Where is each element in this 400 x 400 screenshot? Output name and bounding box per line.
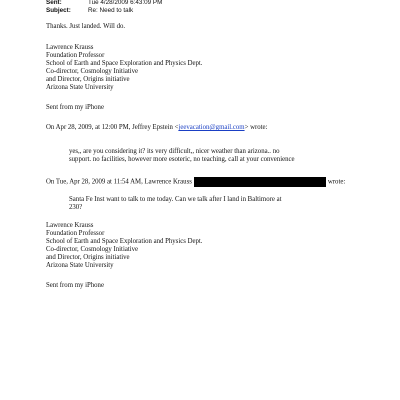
signature2-title: Foundation Professor [46,230,105,237]
sent-value: Tue 4/28/2009 6:43:09 PM [88,0,163,6]
signature1-title: Foundation Professor [46,52,105,59]
signature1-dept: School of Earth and Space Exploration and Physics Dept. [46,60,203,67]
signature2-name: Lawrence Krauss [46,222,94,229]
quote1-prefix: On Apr 28, 2009, at 12:00 PM, Jeffrey Epstein < [46,124,179,131]
quote2-line1: Santa Fe Inst want to talk to me today. Can we talk after I land in Baltimore at [69,196,282,203]
quote1-line2: support. no facilities, however more esoteric, no teaching, call at your convenience [69,156,295,163]
signature1-role2: and Director, Origins initiative [46,76,130,83]
signature2-role2: and Director, Origins initiative [46,254,130,261]
quote2-attribution [46,177,345,187]
quote1-suffix: > wrote: [244,124,268,131]
quote2-prefix: On Tue, Apr 28, 2009 at 11:54 AM, Lawrence Krauss [46,178,192,186]
signature2-role1: Co-director, Cosmology Initiative [46,246,139,253]
signature2-dept: School of Earth and Space Exploration and Physics Dept. [46,238,203,245]
sent-label: Sent: [46,0,62,6]
subject-value: Re: Need to talk [88,7,134,14]
quote1-email-link[interactable]: jeevacation@gmail.com [178,124,245,131]
reply-body: Thanks. Just landed. Will do. [46,23,126,30]
signature1-role1: Co-director, Cosmology Initiative [46,68,139,75]
quote2-suffix: wrote: [327,178,346,186]
quote1-attribution [46,124,267,132]
signature2-sent-from: Sent from my iPhone [46,282,104,289]
signature1-university: Arizona State University [46,84,114,91]
redaction-box [194,177,326,187]
sent-row [46,0,162,6]
quote2-line2: 230? [69,204,83,211]
signature1-name: Lawrence Krauss [46,44,94,51]
subject-row [46,7,133,14]
signature2-university: Arizona State University [46,262,114,269]
signature1-sent-from: Sent from my iPhone [46,104,104,111]
quote1-line1: yes,, are you considering it? its very difficult,, nicer weather than arizona.. no [69,148,280,155]
subject-label: Subject: [46,7,71,14]
